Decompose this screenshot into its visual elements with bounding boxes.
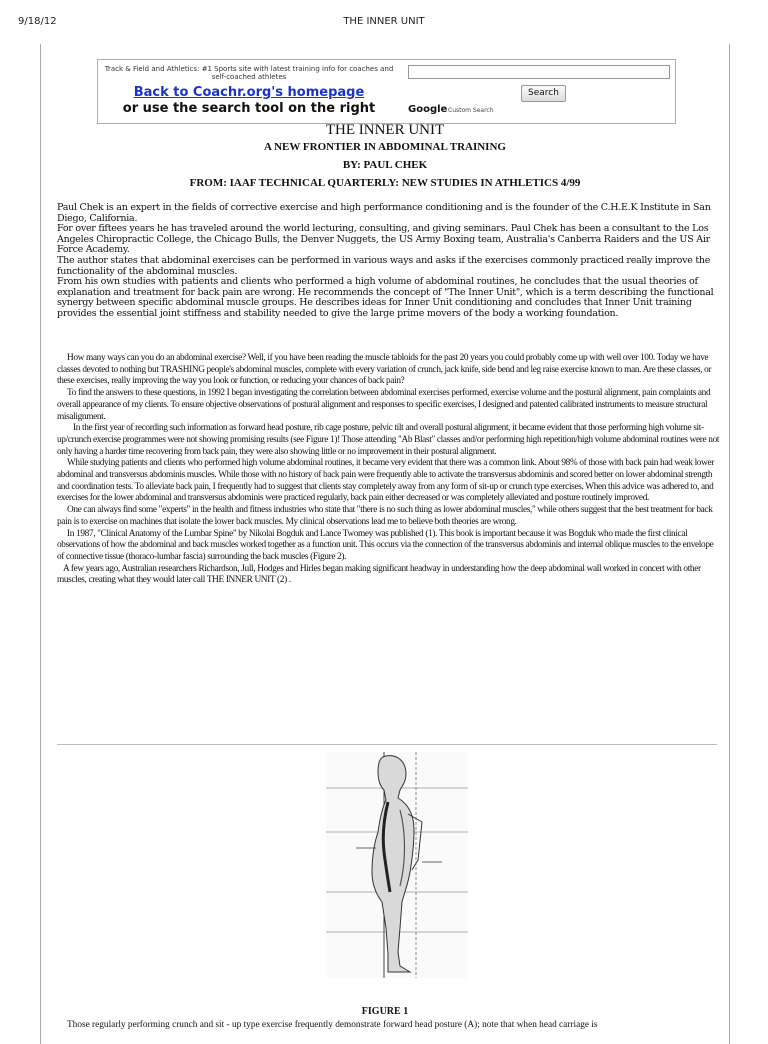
intro-paragraph: For over fiftees years he has traveled around the world lecturing, consulting, and giving seminars. Paul Chek has been a consultant to the Los Angeles Chiropractic College, the Chicago Bulls, the Denver Nuggets, the US Army Boxing team, Australia's Canberra Raiders and the US Air Force Academy. <box>57 223 710 256</box>
figure-caption-text: Those regularly performing crunch and sit - up type exercise frequently demonstrate forward head posture (A); note that when head carriage is <box>67 1020 598 1030</box>
print-title: THE INNER UNIT <box>343 16 425 27</box>
article-byline: BY: PAUL CHEK <box>342 159 428 171</box>
body-paragraph: A few years ago, Australian researchers Richardson, Jull, Hodges and Hirles began making significant headway in understanding how the deep abdominal wall worked in concert with other muscles, creating what they would later call THE INNER UNIT (2) . <box>57 563 701 586</box>
body-paragraph: While studying patients and clients who performed high volume abdominal routines, it became very evident that there was a common link. About 98% of those with back pain had weak lower abdominal and transversus abdominis muscles. While those with no history of back pain were frequently able to activate the transversus abdominis and scored better on lower abdominal strength and coordination tests. To alleviate back pain, I frequently had to suggest that clients stay completely away from any form of sit-up or crunch type exercises. When this advice was adhered to, and exercises for the lower abdominal and transversus abdominis were practiced regularly, back pain either decreased or was completely alleviated and posture routinely improved. <box>57 458 714 504</box>
body-paragraph: In 1987, "Clinical Anatomy of the Lumbar Spine" by Nikolai Bogduk and Lance Twomey was published (1). This book is important because it was Bogduk who made the first clinical observations of how the abdominal and back muscles worked together as a function unit. This occurs via the connection of the transversus abdominis and internal oblique muscles to the envelope of connective tissue (thoraco-lumbar fascia) surrounding the back muscles (Figure 2). <box>57 528 714 562</box>
document-page <box>40 44 730 1044</box>
site-banner <box>97 59 676 124</box>
article-source: FROM: IAAF TECHNICAL QUARTERLY: NEW STUDIES IN ATHLETICS 4/99 <box>189 177 581 189</box>
intro-paragraph: Paul Chek is an expert in the fields of corrective exercise and high performance conditioning and is the founder of the C.H.E.K Institute in San Diego, California. <box>57 202 711 224</box>
body-paragraph: To find the answers to these questions, in 1992 I began investigating the correlation between abdominal exercises performed, exercise volume and the postural alignment, pain complaints and overall appearance of my clients. To ensure objective observations of postural alignment and responses to specific exercises, I designed and patented calibrated instruments to measure structural misalignment. <box>57 388 711 422</box>
search-button[interactable]: Search <box>521 85 566 102</box>
custom-search-label: Custom Search <box>448 107 494 114</box>
article-body <box>57 353 721 587</box>
homepage-link[interactable]: Back to Coachr.org's homepage <box>133 85 365 100</box>
search-box <box>408 60 675 123</box>
google-logo <box>408 104 447 115</box>
intro-paragraph: The author states that abdominal exercises can be performed in various ways and asks if the exercises commonly practiced really improve the functionality of the abdominal muscles. <box>57 254 711 277</box>
banner-left <box>98 60 400 123</box>
article-subtitle: A NEW FRONTIER IN ABDOMINAL TRAINING <box>264 141 506 153</box>
search-hint: or use the search tool on the right <box>122 101 376 116</box>
figure-caption: FIGURE 1 <box>361 1006 409 1017</box>
body-paragraph: In the first year of recording such information as forward head posture, rib cage posture, pelvic tilt and overall postural alignment, it became evident that those performing high volume sit-up/crunch exercise programmes were not showing promising results (see Figure 1)! Those attending "Ab Blast" classes and/or performing high repetition/high volume abdominal routines were not only having a harder time recovering from back pain, they were also showing little or no improvement in their postural alignment. <box>57 423 720 457</box>
intro-paragraph: From his own studies with patients and clients who performed a high volume of abdominal routines, he concludes that the usual theories of explanation and treatment for back pain are wrong. He recommends the concept of "The Inner Unit", which is a term describing the functional synergy between specific abdominal muscle groups. He describes ideas for Inner Unit conditioning and concludes that Inner Unit training provides the essential joint stiffness and stability needed to give the large prime movers of the body a working foundation. <box>57 276 714 319</box>
posture-figure-image <box>326 752 468 978</box>
print-date: 9/18/12 <box>18 16 57 27</box>
search-input[interactable] <box>408 65 670 79</box>
intro-section <box>57 203 721 320</box>
print-header <box>0 16 768 30</box>
google-wordmark: Google <box>408 104 448 115</box>
body-paragraph: How many ways can you do an abdominal exercise? Well, if you have been reading the muscle tabloids for the past 20 years you could probably come up with well over 100. Today we have classes devoted to nothing but TRASHING people's abdominal muscles, complete with every variation of crunch, jack knife, side bend and leg raise exercise known to man. Are these classes, or these exercises, really improving the way you look or function, or reducing your chances of back pain? <box>57 353 712 387</box>
banner-tagline: Track & Field and Athletics: #1 Sports site with latest training info for coaches and self-coached athletes <box>104 65 394 81</box>
body-paragraph: One can always find some "experts" in the health and fitness industries who state that "there is no such thing as lower abdominal muscles," while others suggest that the best treatment for back pain is to exercise on machines that isolate the lower back muscles. My clinical observations lead me to believe both theories are wrong. <box>57 505 713 527</box>
section-divider <box>57 744 717 745</box>
article-title: THE INNER UNIT <box>325 122 445 138</box>
